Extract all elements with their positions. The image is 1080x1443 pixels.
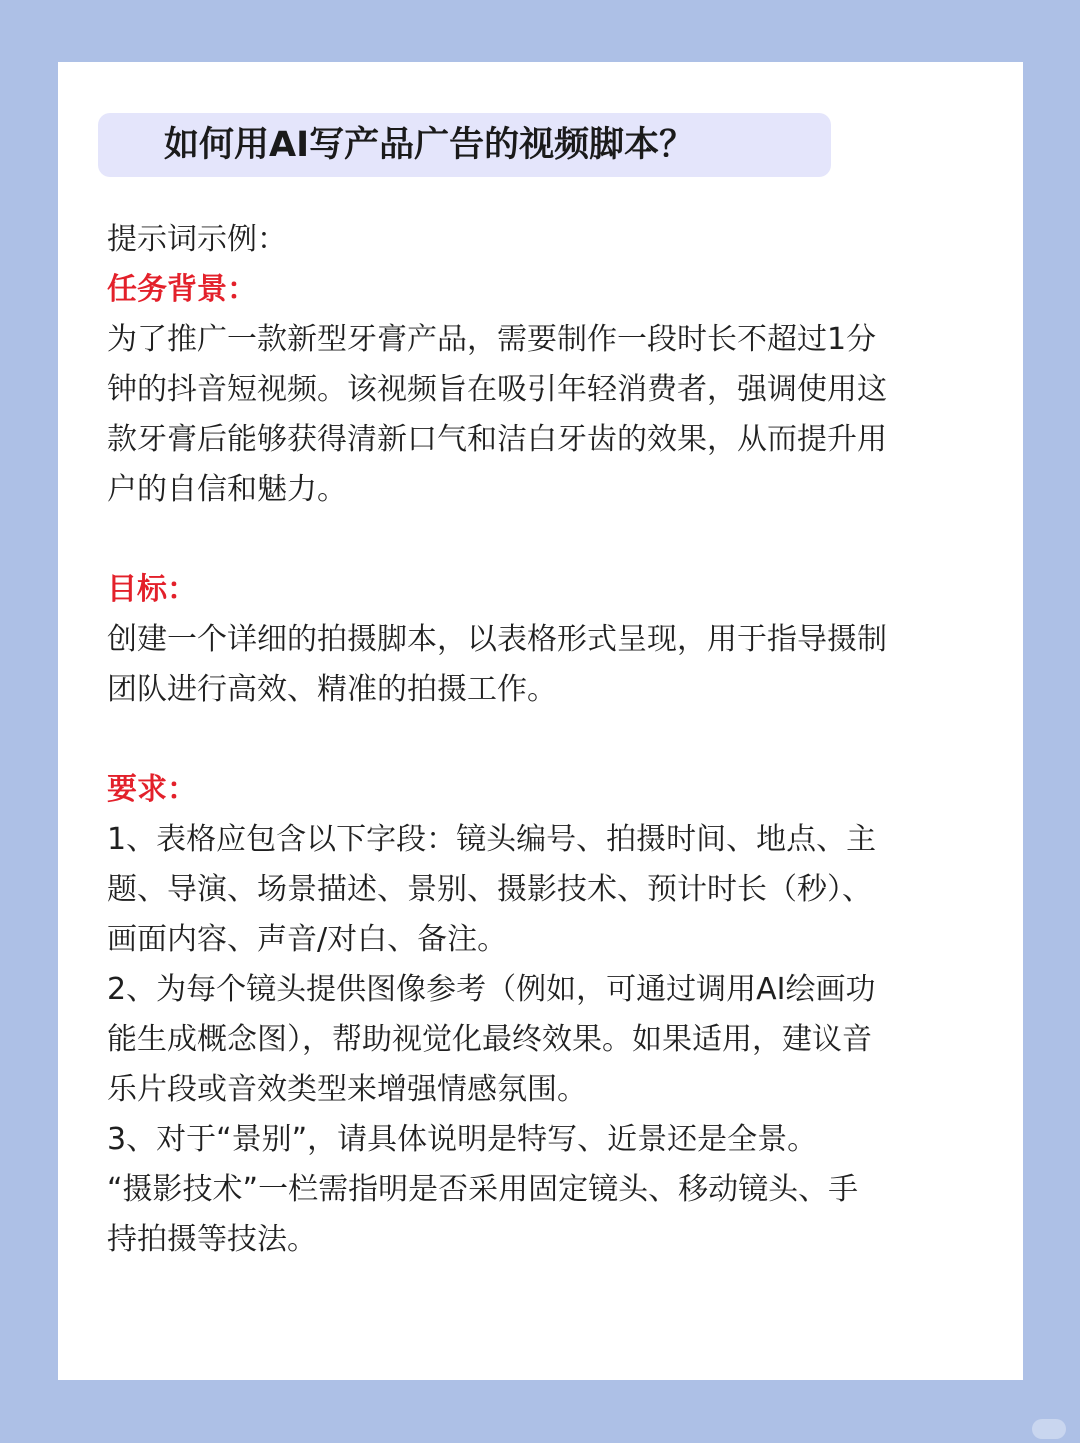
section-heading-goal: 目标： (107, 572, 197, 607)
paragraph-line: 户的自信和魅力。 (107, 472, 347, 507)
paragraph-line: 乐片段或音效类型来增强情感氛围。 (107, 1072, 587, 1107)
title-bar (98, 113, 831, 177)
page-title: 如何用AI写产品广告的视频脚本？ (164, 125, 695, 165)
paragraph-line: 团队进行高效、精准的拍摄工作。 (107, 672, 557, 707)
section-spacer (107, 515, 987, 565)
intro-label: 提示词示例： (107, 222, 287, 257)
watermark-badge (1032, 1419, 1066, 1439)
paragraph-line: 钟的抖音短视频。该视频旨在吸引年轻消费者，强调使用这 (107, 372, 887, 407)
section-heading-background: 任务背景： (107, 272, 257, 307)
paragraph-line: 为了推广一款新型牙膏产品，需要制作一段时长不超过1分 (107, 322, 877, 357)
paragraph-line: 款牙膏后能够获得清新口气和洁白牙齿的效果，从而提升用 (107, 422, 887, 457)
paragraph-line: 画面内容、声音/对白、备注。 (107, 922, 508, 957)
paragraph-line: 2、为每个镜头提供图像参考（例如，可通过调用AI绘画功 (107, 972, 876, 1007)
paragraph-line: 题、导演、场景描述、景别、摄影技术、预计时长（秒）、 (107, 872, 872, 907)
paragraph-line: 创建一个详细的拍摄脚本，以表格形式呈现，用于指导摄制 (107, 622, 887, 657)
content-card (58, 62, 1023, 1380)
paragraph-line: 3、对于“景别”，请具体说明是特写、近景还是全景。 (107, 1122, 818, 1157)
section-spacer (107, 715, 987, 765)
paragraph-line: 1、表格应包含以下字段：镜头编号、拍摄时间、地点、主 (107, 822, 877, 857)
paragraph-line: 能生成概念图），帮助视觉化最终效果。如果适用，建议音 (107, 1022, 872, 1057)
article-body (107, 215, 987, 1265)
section-heading-requirements: 要求： (107, 772, 197, 807)
paragraph-line: “摄影技术”一栏需指明是否采用固定镜头、移动镜头、手 (107, 1172, 859, 1207)
paragraph-line: 持拍摄等技法。 (107, 1222, 317, 1257)
